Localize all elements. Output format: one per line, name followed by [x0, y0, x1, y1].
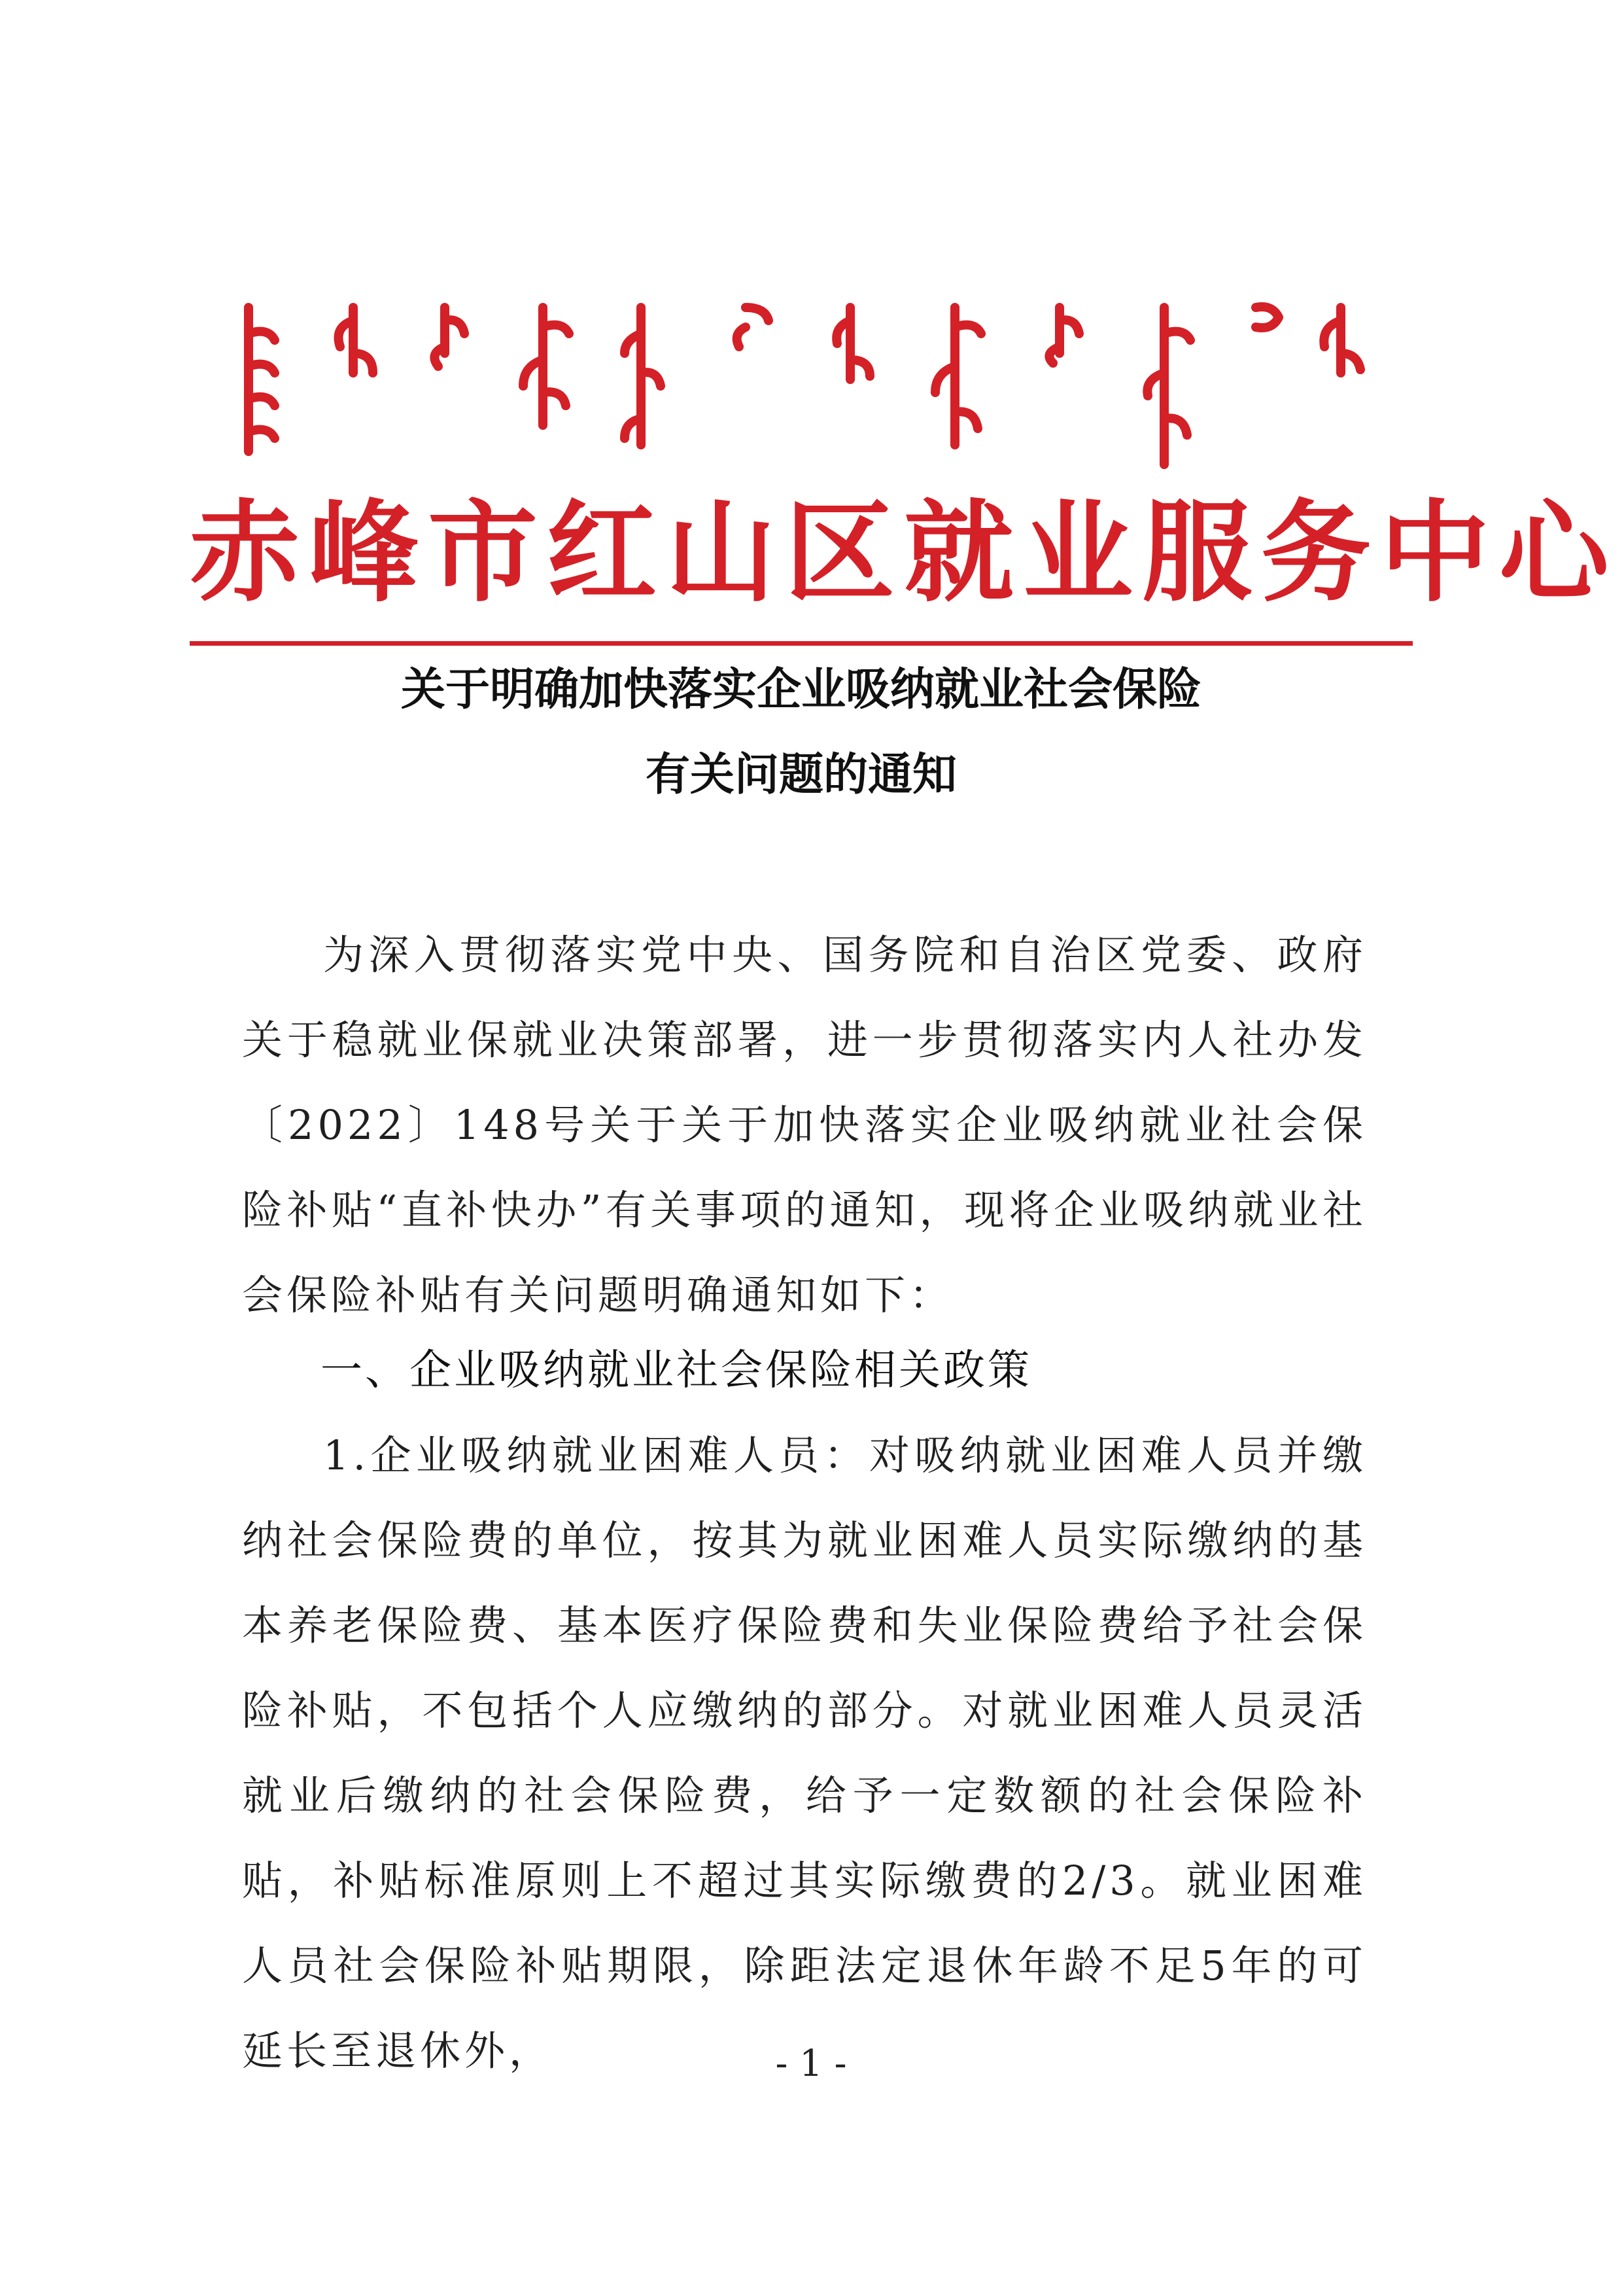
mongolian-script-heading [235, 294, 1373, 478]
document-title-line-1: 关于明确加快落实企业吸纳就业社会保险 [400, 664, 1201, 716]
mongolian-word-8 [935, 307, 981, 445]
section-1-heading: 一、企业吸纳就业社会保险相关政策 [320, 1346, 1032, 1395]
mongolian-word-3 [434, 307, 464, 366]
mongolian-word-11 [1256, 307, 1279, 328]
red-header-rule [190, 641, 1413, 646]
intro-paragraph: 为深入贯彻落实党中央、国务院和自治区党委、政府关于稳就业保就业决策部署，进一步贯彻落实内人社办发〔2022〕148号关于关于加快落实企业吸纳就业社会保险补贴“直补快办”有关事项的通知，现将企业吸纳就业社会保险补贴有关问题明确通知如下： [242, 931, 1367, 1319]
mongolian-word-12 [1324, 307, 1360, 373]
mongolian-word-5 [625, 307, 661, 445]
mongolian-word-9 [1049, 307, 1079, 363]
policy-item-1: 1.企业吸纳就业困难人员：对吸纳就业困难人员并缴纳社会保险费的单位，按其为就业困难人员实际缴纳的基本养老保险费、基本医疗保险费和失业保险费给予社会保险补贴，不包括个人应缴纳的部分。对就业困难人员灵活就业后缴纳的社会保险费，给予一定数额的社会保险补贴，补贴标准原则上不超过其实际缴费的2/3。就业困难人员社会保险补贴期限，除距法定退休年龄不足5年的可延长至退休外， [242, 1431, 1367, 2075]
issuing-organization-name: 赤峰市红山区就业服务中心 [190, 489, 1618, 617]
mongolian-word-6 [737, 307, 769, 347]
mongolian-word-2 [339, 307, 373, 373]
page-number: - 1 - [775, 2042, 847, 2085]
mongolian-word-4 [523, 307, 569, 425]
mongolian-word-7 [837, 307, 870, 379]
mongolian-word-10 [1147, 307, 1190, 464]
mongolian-word-1 [249, 307, 275, 451]
document-title-line-2: 有关问题的通知 [645, 749, 957, 801]
